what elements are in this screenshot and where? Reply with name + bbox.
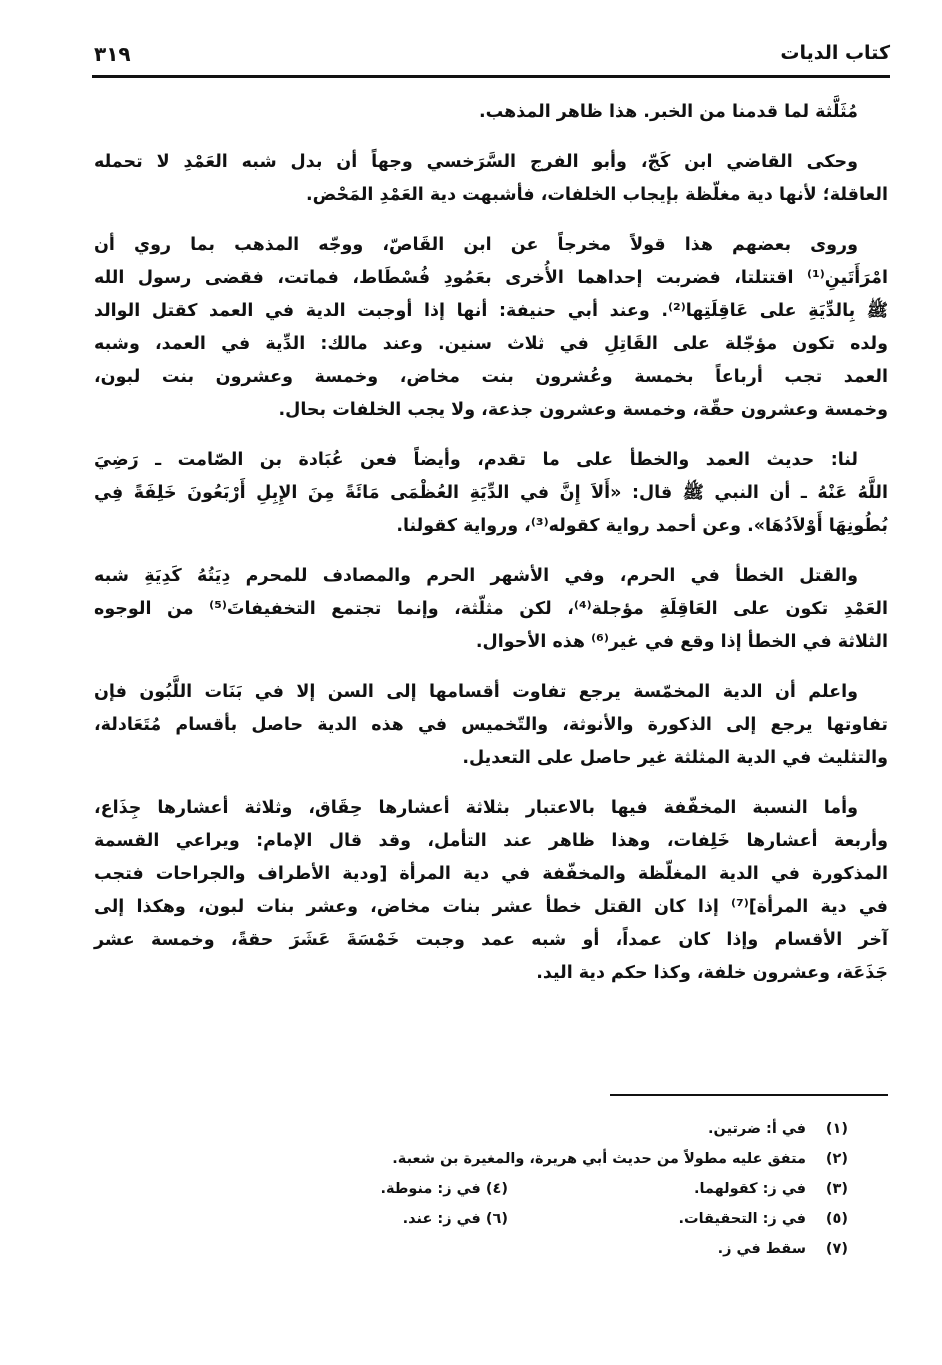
- text-line: امْرَأَتَينِ⁽¹⁾ اقتتلتا، فضربت إحداهما الأُخرى بعَمُودِ فُسْطَاط، فماتت، فقضى رسول الله: [94, 268, 888, 288]
- footnote-row: [300, 1144, 848, 1174]
- text-line: وروى بعضهم هذا قولاً مخرجاً عن ابن القَاصّ، ووجّه المذهب بما روي أن: [94, 235, 858, 255]
- footnote-1: [708, 1114, 848, 1144]
- footnote-number: (٣): [825, 1181, 848, 1197]
- footnote-5: [678, 1204, 848, 1234]
- text-line: العاقلة؛ لأنها دية مغلّظة بإيجاب الخلفات، فأشبهت دية العَمْدِ المَحْض.: [305, 185, 888, 205]
- text-line: العَمْدِ تكون على العَاقِلَةِ مؤجلة⁽⁴⁾، لكن مثلّثة، وإنما تجتمع التخفيفاتَ⁽⁵⁾ من الوجوه: [94, 599, 888, 619]
- footnote-row: [300, 1174, 848, 1204]
- footnote-text: في ز: منوطة.: [380, 1181, 481, 1197]
- page-number: ٣١٩: [94, 42, 131, 66]
- text-line: العمد تجب أرباعاً بخمسة وعُشرون بنت مخاض، وخمسة وعشرون بنت لبون،: [94, 367, 888, 387]
- paragraph: [94, 96, 888, 129]
- running-header: [92, 38, 890, 72]
- footnote-text: في أ: ضرتين.: [708, 1121, 806, 1137]
- paragraph: [94, 560, 888, 659]
- footnote-row: [300, 1204, 848, 1234]
- footnote-4: [380, 1174, 508, 1204]
- text-line: ﷺ بِالدِّيَةِ على عَاقِلَتِها⁽²⁾. وعند أبي حنيفة: أنها إذا أوجبت الدية في العمد كقتل الوالد: [94, 301, 888, 321]
- text-line: والتثليث في الدية المثلثة غير حاصل على التعديل.: [462, 748, 888, 768]
- paragraph: [94, 229, 888, 427]
- text-line: وخمسة وعشرون حقّة، وخمسة وعشرون جذعة، ولا يجب الخلفات بحال.: [278, 400, 888, 420]
- paragraph: [94, 792, 888, 990]
- footnotes: [300, 1114, 848, 1264]
- text-line: وحكى القاضي ابن كَجّ، وأبو الفرج السَّرَخسي وجهاً أن بدل شبه العَمْدِ لا تحمله: [94, 152, 858, 172]
- text-line: اللَّهُ عَنْهُ ـ أن النبي ﷺ قال: «أَلاَ إِنَّ في الدِّيَةِ العُظْمَى مَائَةً مِنَ الإِبِلِ أَرْبَعُونَ خَلِفَةً فِي: [94, 483, 888, 503]
- footnote-number: (٦): [485, 1211, 508, 1227]
- footnote-rule: [610, 1094, 888, 1096]
- text-line: في دية المرأة]⁽⁷⁾ إذا كان القتل خطأ عشر بنات مخاض، وعشر بنات لبون، وهكذا إلى: [94, 897, 888, 917]
- footnote-7: [718, 1234, 848, 1264]
- paragraph: [94, 146, 888, 212]
- text-line: واعلم أن الدية المخمّسة يرجع تفاوت أقسامها إلى السن إلا في بَنَات اللَّبُون فإن: [94, 682, 858, 702]
- text-line: تفاوتها يرجع إلى الذكورة والأنوثة، والتّخميس في هذه الدية حاصل بأقسام مُتَعَادلة،: [94, 715, 888, 735]
- footnote-row: [300, 1234, 848, 1264]
- text-line: وأربعة أعشارها خَلِفات، وهذا ظاهر عند التأمل، وقد قال الإمام: ويراعي القسمة: [94, 831, 888, 851]
- footnote-number: (٤): [485, 1181, 508, 1197]
- footnote-number: (٢): [825, 1151, 848, 1167]
- text-line: بُطُونِهَا أَوْلاَدُهَا». وعن أحمد رواية كقوله⁽³⁾، ورواية كقولنا.: [396, 516, 888, 536]
- footnote-text: في ز: كقولهما.: [693, 1181, 806, 1197]
- footnote-text: متفق عليه مطولاً من حديث أبي هريرة، والمغيرة بن شعبة.: [392, 1151, 806, 1167]
- text-line: وأما النسبة المخفّفة فيها بالاعتبار بثلاثة أعشارها حِقَاق، وثلاثة أعشارها جِذَاع،: [94, 798, 858, 818]
- footnote-3: [694, 1174, 848, 1204]
- footnote-text: في ز: عند.: [402, 1211, 481, 1227]
- text-line: مُثَلَّثة لما قدمنا من الخبر. هذا ظاهر المذهب.: [479, 102, 858, 122]
- text-line: جَذَعَة، وعشرون خلفة، وكذا حكم دية اليد.: [536, 963, 888, 983]
- footnote-row: [300, 1114, 848, 1144]
- footnote-text: في ز: التحقيقات.: [678, 1211, 806, 1227]
- footnote-6: [403, 1204, 508, 1234]
- text-line: لنا: حديث العمد والخطأ على ما تقدم، وأيضاً فعن عُبَادة بن الصّامت ـ رَضِيَ: [94, 450, 858, 470]
- paragraph: [94, 676, 888, 775]
- text-line: آخر الأقسام وإذا كان عمداً، أو شبه عمد وجبت خَمْسَةَ عَشَرَ حقةً، وخمسة عشر: [94, 930, 888, 950]
- text-line: ولده تكون مؤجّلة على القَاتِلِ في ثلاث سنين. وعند مالك: الدِّية في العمد، وشبه: [94, 334, 888, 354]
- main-text: [94, 96, 888, 1007]
- footnote-text: سقط في ز.: [717, 1241, 806, 1257]
- paragraph: [94, 444, 888, 543]
- chapter-title: كتاب الديات: [780, 42, 890, 64]
- footnote-number: (٧): [825, 1241, 848, 1257]
- footnote-number: (١): [825, 1121, 848, 1137]
- header-rule: [92, 75, 890, 78]
- footnote-2: [392, 1144, 848, 1174]
- text-line: الثلاثة في الخطأ إذا وقع في غير⁽⁶⁾ هذه الأحوال.: [475, 632, 888, 652]
- text-line: المذكورة في الدية المغلّظة والمخفّفة في دية المرأة [ودية الأطراف والجراحات فتجب: [94, 864, 888, 884]
- footnote-number: (٥): [825, 1211, 848, 1227]
- text-line: والقتل الخطأ في الحرم، وفي الأشهر الحرم والمصادف للمحرم دِيَتُهُ كَدِيَةِ شبه: [94, 566, 858, 586]
